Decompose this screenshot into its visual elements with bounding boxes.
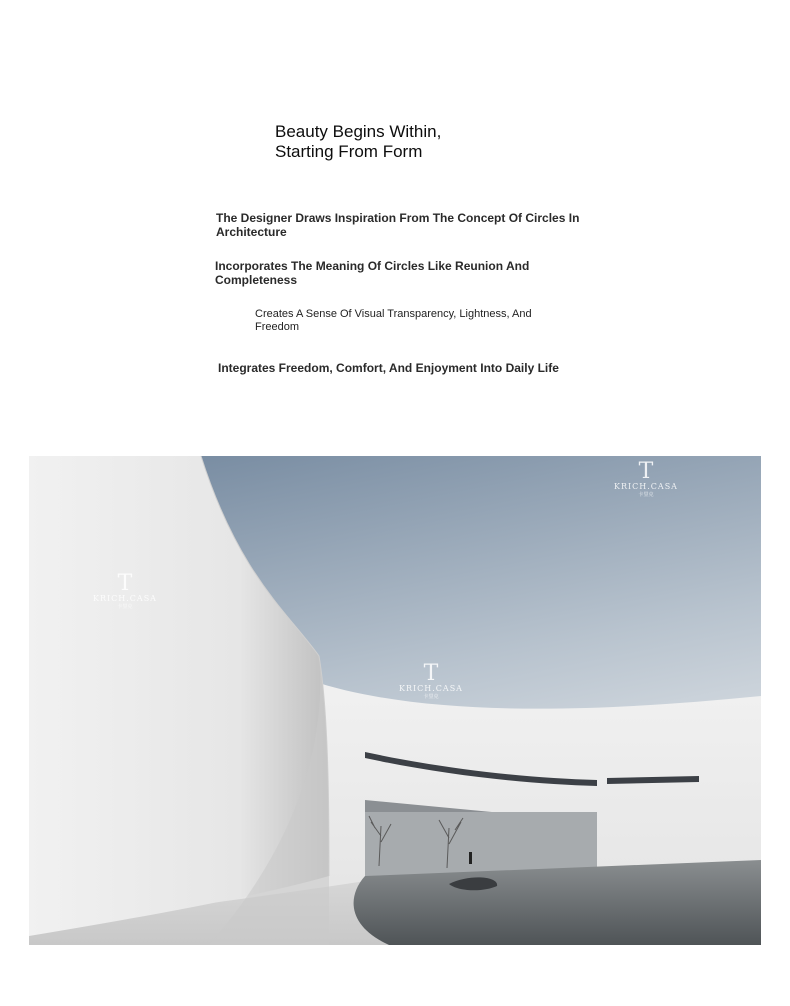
headline-line-1: Beauty Begins Within, xyxy=(275,122,442,141)
watermark-top-right xyxy=(614,459,678,498)
architecture-illustration xyxy=(29,456,761,945)
watermark-brand: KRICH.CASA xyxy=(399,684,463,693)
paragraph-visual-transparency: Creates A Sense Of Visual Transparency, Lightness, And Freedom xyxy=(255,308,532,333)
paragraph-circles-concept: The Designer Draws Inspiration From The Concept Of Circles In Architecture xyxy=(216,211,580,239)
watermark-sub: 卡里克 xyxy=(638,492,654,498)
watermark-brand: KRICH.CASA xyxy=(93,594,157,603)
watermark-brand: KRICH.CASA xyxy=(614,482,678,491)
brand-logo-icon: T xyxy=(117,571,133,596)
watermark-left xyxy=(93,571,157,610)
watermark-sub: 卡里克 xyxy=(423,694,439,700)
watermark-sub: 卡里克 xyxy=(117,604,133,610)
paragraph-reunion-completeness: Incorporates The Meaning Of Circles Like Reunion And Completeness xyxy=(215,259,530,287)
headline-line-2: Starting From Form xyxy=(275,142,423,161)
brand-logo-icon: T xyxy=(638,459,654,484)
headline xyxy=(275,122,441,162)
architecture-photo xyxy=(29,456,761,945)
paragraph-daily-life: Integrates Freedom, Comfort, And Enjoyment Into Daily Life xyxy=(218,361,559,375)
watermark-center xyxy=(399,661,463,700)
brand-logo-icon: T xyxy=(423,661,439,686)
